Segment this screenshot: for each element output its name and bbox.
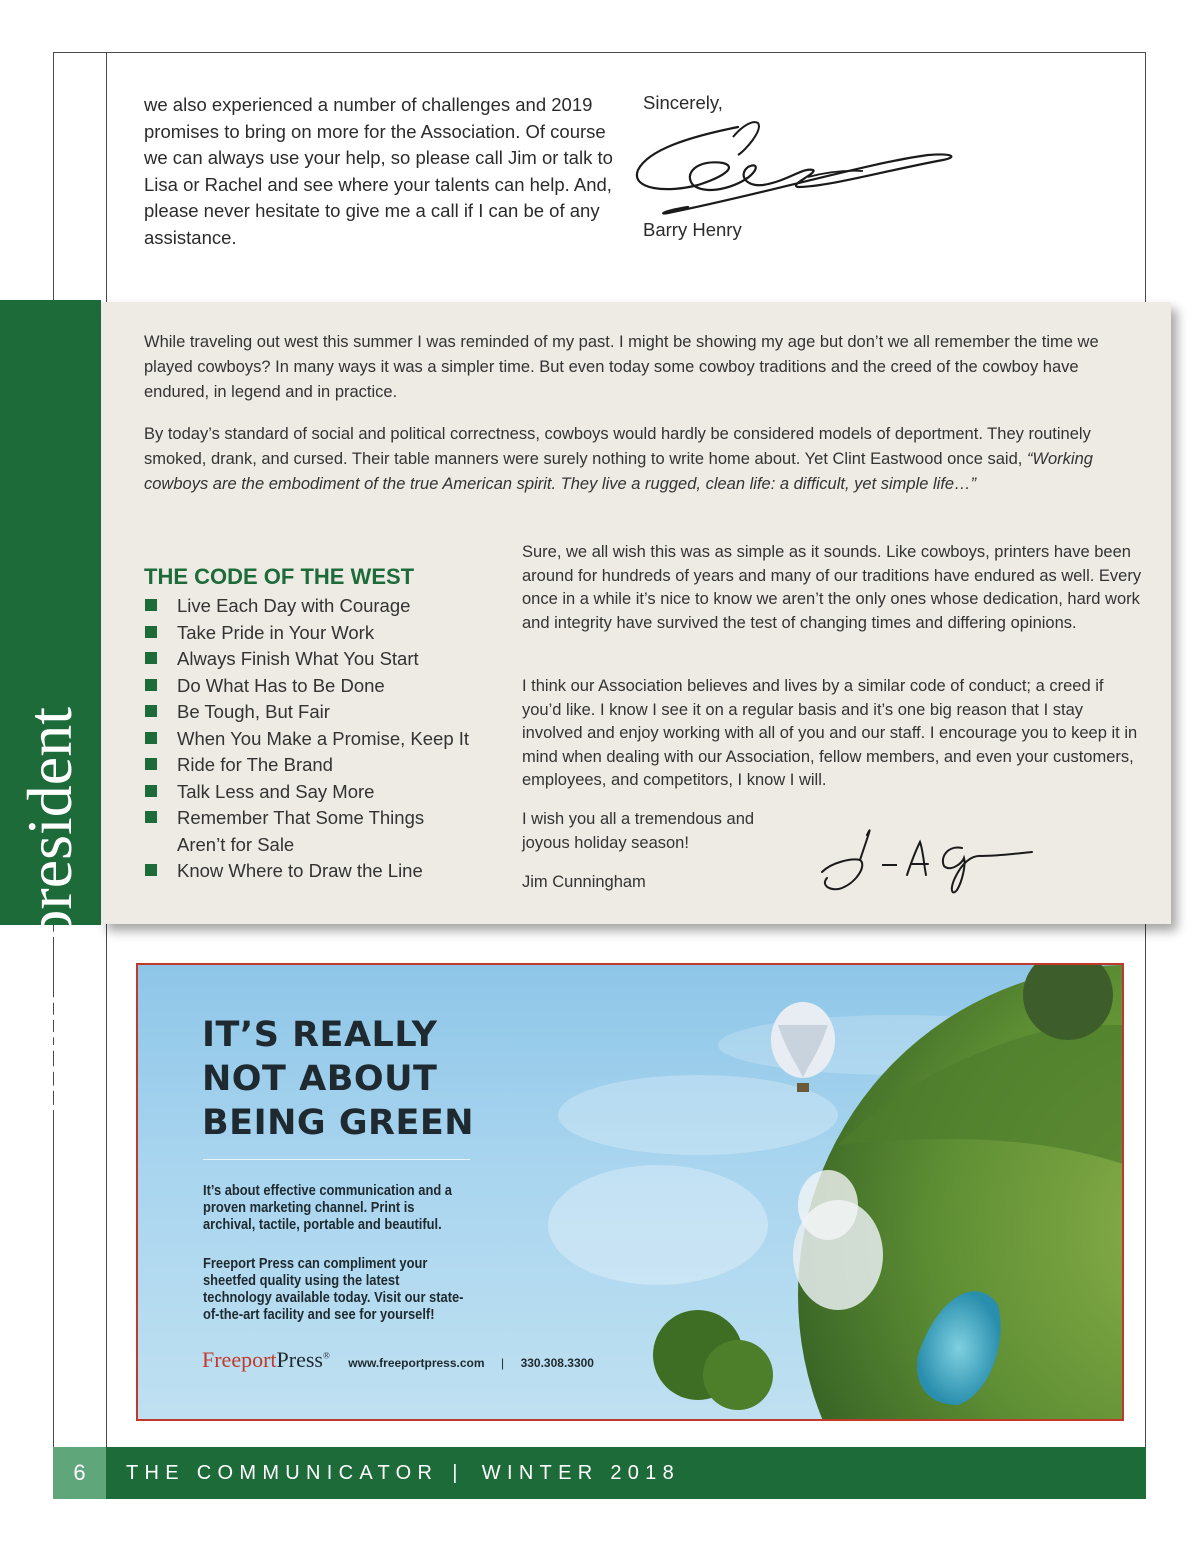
- bullet-square-icon: [145, 758, 157, 770]
- bullet-square-icon: [145, 864, 157, 876]
- list-item: [144, 620, 497, 647]
- ad-headline: [202, 1013, 474, 1145]
- footer-separator: |: [452, 1461, 464, 1484]
- logo-press: Press: [276, 1347, 323, 1372]
- ad-website-link[interactable]: www.freeportpress.com: [348, 1356, 485, 1370]
- list-item-text: Live Each Day with Courage: [177, 595, 411, 616]
- holiday-wishes: I wish you all a tremendous and joyous holiday season!: [522, 810, 755, 852]
- freeport-press-ad: [136, 963, 1124, 1421]
- logo-freeport: Freeport: [202, 1347, 277, 1372]
- ad-phone-number: 330.308.3300: [520, 1356, 594, 1370]
- list-item: [144, 699, 497, 726]
- list-item: [144, 646, 497, 673]
- freeport-press-logo: [202, 1347, 330, 1372]
- section-title: [14, 707, 85, 1117]
- letter-paragraph-2: [144, 422, 1134, 497]
- bullet-square-icon: [145, 785, 157, 797]
- letter-right-paragraph-1: Sure, we all wish this was as simple as it sounds. Like cowboys, printers have been around for hundreds of years and many of our traditions have endured as well. Every once in a while it’s nice to know we aren’t the only ones whose dedication, hard work and integrity have survived the test of changing times and differing opinions.: [522, 543, 1142, 632]
- letter-right-paragraph-2: I think our Association believes and lives by a similar code of conduct; a creed if you’d like. I know I see it on a regular basis and it’s one big reason that I stay involved and enjoy working with all of you and our staff. I encourage you to keep it in mind when dealing with our Association, fellow members, and even your customers, employees, and competitors, I know I will.: [522, 677, 1138, 789]
- letter-continuation-paragraph: we also experienced a number of challenges and 2019 promises to bring on more for the Association. Of course we can always use your help, so please call Jim or talk to Lisa or Rachel and see where your talents can help. And, please never hesitate to give me a call if I can be of any assistance.: [144, 94, 613, 248]
- list-item: [144, 779, 497, 806]
- bullet-square-icon: [145, 811, 157, 823]
- president-signer-name: Jim Cunningham: [522, 873, 646, 891]
- list-item-text: Talk Less and Say More: [177, 780, 375, 802]
- eastwood-quote: “Working cowboys are the embodiment of the true American spirit. They live a rugged, clean life: a difficult, yet simple life…”: [144, 450, 1093, 493]
- list-item-text: Know Where to Draw the Line: [177, 860, 423, 881]
- section-title-from: from: [14, 992, 85, 1117]
- ad-headline-line-2: NOT ABOUT: [202, 1059, 438, 1099]
- list-item-text: Take Pride in Your Work: [177, 621, 375, 643]
- list-item: [144, 858, 497, 885]
- list-item-text: Ride for The Brand: [177, 754, 333, 775]
- list-item-text: Be Tough, But Fair: [177, 701, 330, 722]
- bullet-square-icon: [145, 705, 157, 717]
- logo-registered: ®: [322, 1350, 330, 1361]
- list-item: [144, 673, 497, 700]
- jim-cunningham-signature: [812, 820, 1037, 900]
- ad-headline-line-1: IT’S REALLY: [202, 1015, 438, 1055]
- ad-body-2: Freeport Press can compliment your sheetfed quality using the latest technology available today. Visit our state-of-the-art facility and see for yourself!: [203, 1255, 464, 1323]
- list-item-text: When You Make a Promise, Keep It: [177, 727, 470, 749]
- issue-date: WINTER 2018: [481, 1461, 681, 1484]
- list-item: [144, 726, 497, 753]
- bullet-square-icon: [145, 626, 157, 638]
- letter-signer-name: Barry Henry: [643, 219, 742, 240]
- list-item: [144, 805, 447, 858]
- ad-separator: |: [501, 1356, 505, 1370]
- magazine-name: THE COMMUNICATOR: [126, 1461, 439, 1484]
- ad-contact-line: [202, 1347, 594, 1373]
- section-title-president: president: [14, 707, 85, 942]
- barry-henry-signature: [628, 115, 963, 220]
- footer-bar: [106, 1447, 1146, 1499]
- ad-body-1: It’s about effective communication and a proven marketing channel. Print is archival, tactile, portable and beautiful.: [203, 1182, 452, 1233]
- list-item-text: Do What Has to Be Done: [177, 674, 385, 696]
- page-number: 6: [53, 1447, 106, 1499]
- list-item-text: Always Finish What You Start: [177, 648, 419, 669]
- ad-divider: [203, 1159, 470, 1160]
- letter-paragraph-1: While traveling out west this summer I was reminded of my past. I might be showing my age but don’t we all remember the time we played cowboys? In many ways it was a simpler time. But even today some cowboy traditions and the creed of the cowboy have endured, in legend and in practice.: [144, 333, 1099, 401]
- list-item: [144, 752, 497, 779]
- section-title-the: THE: [50, 941, 77, 993]
- letter-paragraph-2-text: By today’s standard of social and political correctness, cowboys would hardly be considered models of deportment. They routinely smoked, drank, and cursed. Their table manners were surely nothing to write home about. Yet Clint Eastwood once said,: [144, 425, 1091, 468]
- list-item-text: Remember That Some Things Aren’t for Sale: [177, 807, 425, 855]
- bullet-square-icon: [145, 652, 157, 664]
- code-of-the-west-list: [144, 593, 497, 885]
- bullet-square-icon: [145, 679, 157, 691]
- ad-headline-line-3: BEING GREEN: [202, 1103, 475, 1143]
- section-tab: [0, 300, 101, 1117]
- list-item: [144, 593, 497, 620]
- letter-closing: Sincerely,: [643, 92, 723, 113]
- bullet-square-icon: [145, 599, 157, 611]
- bullet-square-icon: [145, 732, 157, 744]
- code-of-the-west-heading: THE CODE OF THE WEST: [144, 564, 415, 589]
